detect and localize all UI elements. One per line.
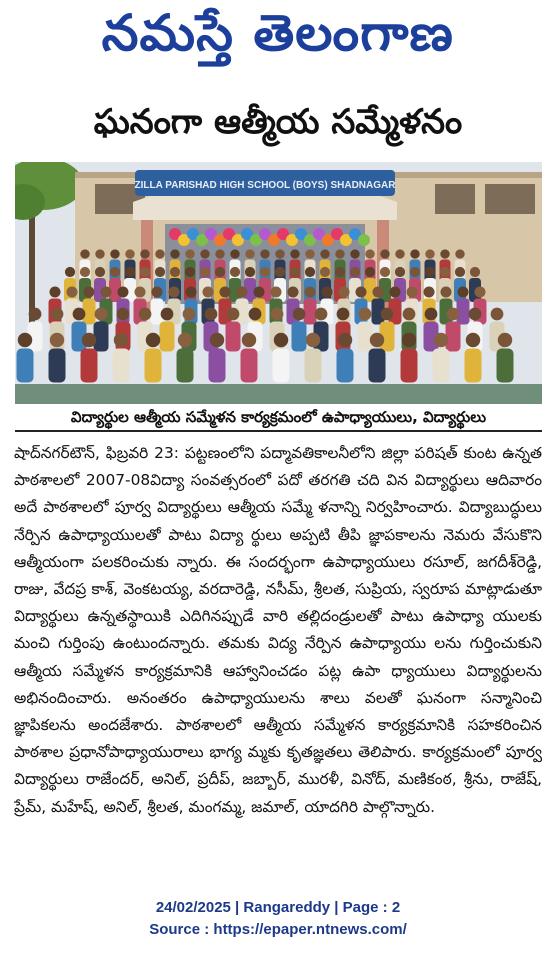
group-photo-illustration	[15, 162, 542, 404]
group-photo	[15, 162, 542, 404]
article-headline: ఘనంగా ఆత్మీయ సమ్మేళనం	[93, 102, 463, 142]
photo-caption: విద్యార్థుల ఆత్మీయ సమ్మేళన కార్యక్రమంలో ఉపాధ్యాయులు, విద్యార్థులు	[15, 404, 542, 432]
school-sign-text: ZILLA PARISHAD HIGH SCHOOL (BOYS) SHADNAGAR	[134, 180, 396, 191]
article-body	[14, 440, 542, 880]
newspaper-masthead	[0, 0, 556, 78]
footer-source: Source : https://epaper.ntnews.com/	[149, 921, 407, 938]
masthead-title: నమస్తే తెలంగాణ	[101, 3, 455, 62]
article-paragraph: షాద్‌నగర్‌టౌన్, ఫిబ్రవరి 23: పట్టణంలోని పద్మావతికాలనీలోని జిల్లా పరిషత్ కుంట ఉన్నత పాఠశాలలో 2007-08విద్యా సంవత్సరంలో పదో తరగతి చది విన విద్యార్థులు ఆదివారం అదే పాఠశాలలో పూర్వ విద్యార్థులు ఆత్మీయ సమ్మే ళనాన్ని నిర్వహించారు. విద్యాబుద్ధులు నేర్పిన ఉపాధ్యాయులతో పాటు విద్యా ర్థులు అప్పటి తీపి జ్ఞాపకాలను నెమరు వేసుకొని ఆత్మీయంగా పలకరించుకు న్నారు. ఈ సందర్భంగా ఉపాధ్యాయులు రసూల్, జగదీశ్‌రెడ్డి, రాజు, వేదప్ర కాశ్, వెంకటయ్య, వరదారెడ్డి, నసీమ్, శ్రీలత, సుప్రియ, స్వరూప మాట్లాడుతూ విద్యార్థులు ఉన్నతస్థాయికి ఎదిగినప్పుడే వారి తల్లిదండ్రులతో పాటు ఉపాధ్యా యులకు మంచి గుర్తింపు ఉంటుందన్నారు. తమకు విద్య నేర్పిన ఉపాధ్యాయు లను గుర్తించుకుని ఆత్మీయ సమ్మేళన కార్యక్రమానికి ఆహ్వానించడం పట్ల ఉపా ధ్యాయులు విద్యార్థులను అభినందించారు. అనంతరం ఉపాధ్యాయులను శాలు వలతో ఘనంగా సన్మానించి జ్ఞాపికలను అందజేశారు. పాఠశాలలో ఆత్మీయ సమ్మేళన కార్యక్రమానికి సహకరించిన పాఠశాల ప్రధానోపాధ్యాయురాలు భాగ్య మ్మకు కృతజ్ఞతలు తెలిపారు. కార్యక్రమంలో పూర్వ విద్యార్థులు రాజేందర్, అనిల్, ప్రదీప్, జబ్బార్, మురళీ, వినోద్, మణికంఠ, శ్రీను, రాజేష్, ప్రేమ్, మహేష్, అనిల్, శ్రీలత, మంగమ్మ, జమాల్, యాదగిరి పాల్గొన్నారు.	[14, 444, 542, 816]
footer-date-page: 24/02/2025 | Rangareddy | Page : 2	[155, 899, 401, 916]
page-footer	[0, 897, 556, 941]
